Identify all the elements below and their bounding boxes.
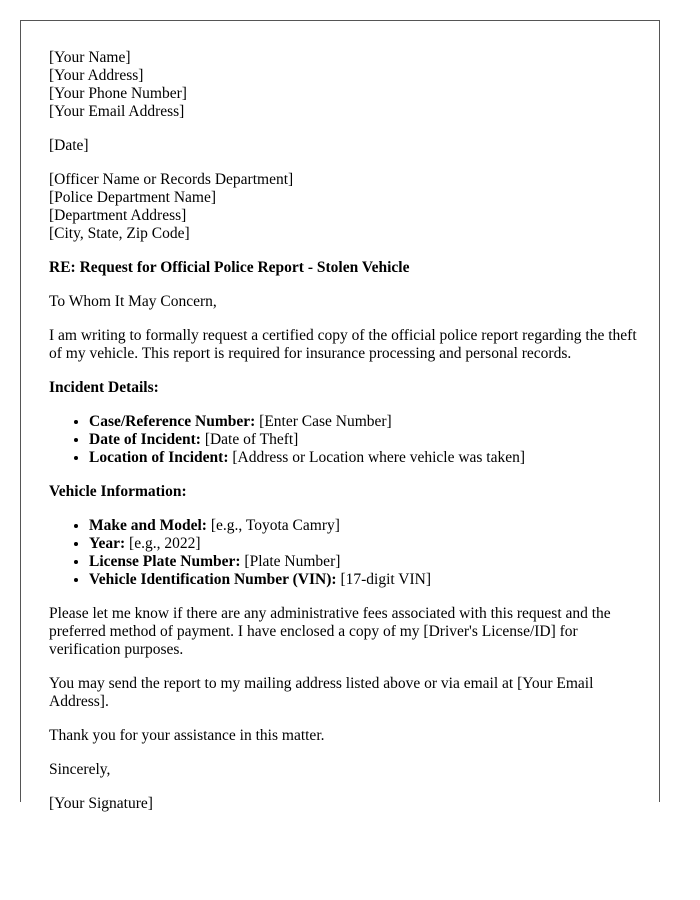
incident-location-label: Location of Incident: — [89, 449, 229, 466]
list-item-year — [89, 535, 639, 553]
subject-line: RE: Request for Official Police Report - Stolen Vehicle — [49, 259, 410, 276]
year-value: [e.g., 2022] — [125, 535, 201, 552]
delivery-paragraph: You may send the report to my mailing address listed above or via email at [Your Email Address]. — [49, 675, 594, 710]
incident-date-label: Date of Incident: — [89, 431, 201, 448]
vin-label: Vehicle Identification Number (VIN): — [89, 571, 337, 588]
license-plate-label: License Plate Number: — [89, 553, 241, 570]
letter-page — [20, 20, 660, 812]
vehicle-information-heading: Vehicle Information: — [49, 483, 187, 500]
case-number-label: Case/Reference Number: — [89, 413, 256, 430]
salutation: To Whom It May Concern, — [49, 293, 217, 310]
recipient-officer: [Officer Name or Records Department] — [49, 171, 294, 188]
incident-details-list — [49, 413, 639, 467]
vehicle-information-list — [49, 517, 639, 589]
signature-placeholder: [Your Signature] — [49, 795, 153, 812]
list-item-case-number — [89, 413, 639, 431]
fees-paragraph: Please let me know if there are any administrative fees associated with this request and the preferred method of payment. I have enclosed a copy of my [Driver's License/ID] for verification purposes. — [49, 605, 611, 658]
make-model-label: Make and Model: — [89, 517, 207, 534]
recipient-address: [Department Address] — [49, 207, 187, 224]
intro-paragraph: I am writing to formally request a certified copy of the official police report regarding the theft of my vehicle. This report is required for insurance processing and personal records. — [49, 327, 637, 362]
sender-address: [Your Address] — [49, 67, 144, 84]
license-plate-value: [Plate Number] — [240, 553, 341, 570]
thanks-paragraph: Thank you for your assistance in this matter. — [49, 727, 325, 744]
vin-value: [17-digit VIN] — [336, 571, 431, 588]
letter-content — [49, 49, 639, 829]
list-item-incident-date — [89, 431, 639, 449]
sender-phone: [Your Phone Number] — [49, 85, 187, 102]
sender-name: [Your Name] — [49, 49, 131, 66]
case-number-value: [Enter Case Number] — [255, 413, 392, 430]
recipient-block — [49, 171, 639, 243]
list-item-incident-location — [89, 449, 639, 467]
make-model-value: [e.g., Toyota Camry] — [206, 517, 340, 534]
recipient-city: [City, State, Zip Code] — [49, 225, 190, 242]
incident-date-value: [Date of Theft] — [200, 431, 299, 448]
sender-block — [49, 49, 639, 121]
list-item-license-plate — [89, 553, 639, 571]
incident-details-heading: Incident Details: — [49, 379, 159, 396]
list-item-vin — [89, 571, 639, 589]
year-label: Year: — [89, 535, 126, 552]
letter-date: [Date] — [49, 137, 89, 154]
incident-location-value: [Address or Location where vehicle was taken] — [228, 449, 526, 466]
recipient-department: [Police Department Name] — [49, 189, 216, 206]
list-item-make-model — [89, 517, 639, 535]
closing: Sincerely, — [49, 761, 111, 778]
sender-email: [Your Email Address] — [49, 103, 185, 120]
